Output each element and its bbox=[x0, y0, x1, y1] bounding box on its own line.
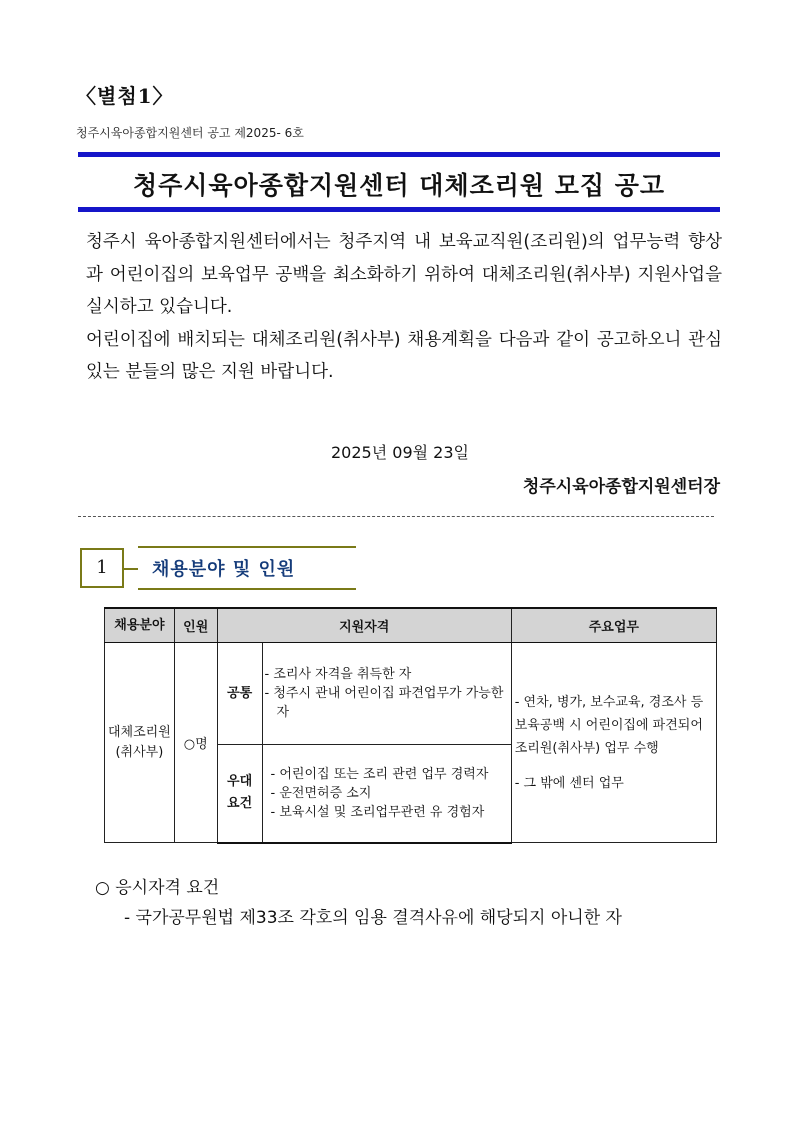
cell-field bbox=[105, 643, 175, 843]
preferred-item: - 보육시설 및 조리업무관련 유 경험자 bbox=[270, 804, 485, 820]
duty-line: 보육공백 시 어린이집에 파견되어 bbox=[514, 717, 703, 733]
director-signature: 청주시육아종합지원센터장 bbox=[522, 477, 720, 497]
title-bottom-rule bbox=[78, 207, 720, 212]
body-text bbox=[86, 226, 722, 389]
table-row-common bbox=[105, 643, 717, 745]
section-number-box: 1 bbox=[80, 548, 124, 588]
preferred-label-2: 요건 bbox=[227, 796, 253, 812]
field-subname: (취사부) bbox=[115, 744, 164, 760]
title-top-rule bbox=[78, 152, 720, 157]
cell-common-items bbox=[262, 643, 511, 745]
common-item: - 조리사 자격을 취득한 자 bbox=[264, 667, 412, 682]
duty-line: 조리원(취사부) 업무 수행 bbox=[514, 740, 659, 756]
section-connector-line bbox=[122, 568, 138, 570]
cell-preferred-label bbox=[217, 745, 262, 843]
cell-preferred-items bbox=[262, 745, 511, 843]
field-name: 대체조리원 bbox=[108, 724, 171, 740]
cell-duties bbox=[511, 643, 716, 843]
table-header-row bbox=[105, 608, 717, 643]
preferred-label-1: 우대 bbox=[227, 774, 253, 790]
header-qualification: 지원자격 bbox=[217, 608, 511, 643]
cell-count: ○명 bbox=[174, 643, 217, 843]
preferred-item: - 어린이집 또는 조리 관련 업무 경력자 bbox=[270, 766, 489, 782]
duty-line: - 그 밖에 센터 업무 bbox=[514, 775, 624, 791]
common-item: - 청주시 관내 어린이집 파견업무가 가능한 자 bbox=[264, 686, 504, 720]
document-title: 청주시육아종합지원센터 대체조리원 모집 공고 bbox=[132, 171, 666, 200]
section-title-box bbox=[138, 546, 356, 590]
header-duties: 주요업무 bbox=[511, 608, 716, 643]
dashed-divider bbox=[78, 516, 714, 517]
attachment-label: 〈별첨1〉 bbox=[76, 84, 174, 108]
conditions-item: - 국가공무원법 제33조 각호의 임용 결격사유에 해당되지 아니한 자 bbox=[124, 908, 622, 928]
body-paragraph-1: 청주시 육아종합지원센터에서는 청주지역 내 보육교직원(조리원)의 업무능력 향상과 어린이집의 보육업무 공백을 최소화하기 위하여 대체조리원(취사부) 지원사업을 실시하고 있습니다. bbox=[86, 232, 722, 317]
notice-number: 청주시육아종합지원센터 공고 제2025- 6호 bbox=[76, 126, 304, 140]
conditions-heading: ○ 응시자격 요건 bbox=[95, 878, 220, 898]
section-title: 채용분야 및 인원 bbox=[152, 559, 296, 580]
notice-date: 2025년 09월 23일 bbox=[331, 443, 469, 462]
preferred-item: - 운전면허증 소지 bbox=[270, 785, 372, 801]
header-field: 채용분야 bbox=[105, 608, 175, 643]
body-paragraph-2: 어린이집에 배치되는 대체조리원(취사부) 채용계획을 다음과 같이 공고하오니 관심 있는 분들의 많은 지원 바랍니다. bbox=[86, 329, 722, 382]
recruitment-table bbox=[104, 607, 717, 844]
cell-common-label: 공통 bbox=[217, 643, 262, 745]
header-count: 인원 bbox=[174, 608, 217, 643]
duty-line: - 연차, 병가, 보수교육, 경조사 등 bbox=[514, 694, 704, 710]
